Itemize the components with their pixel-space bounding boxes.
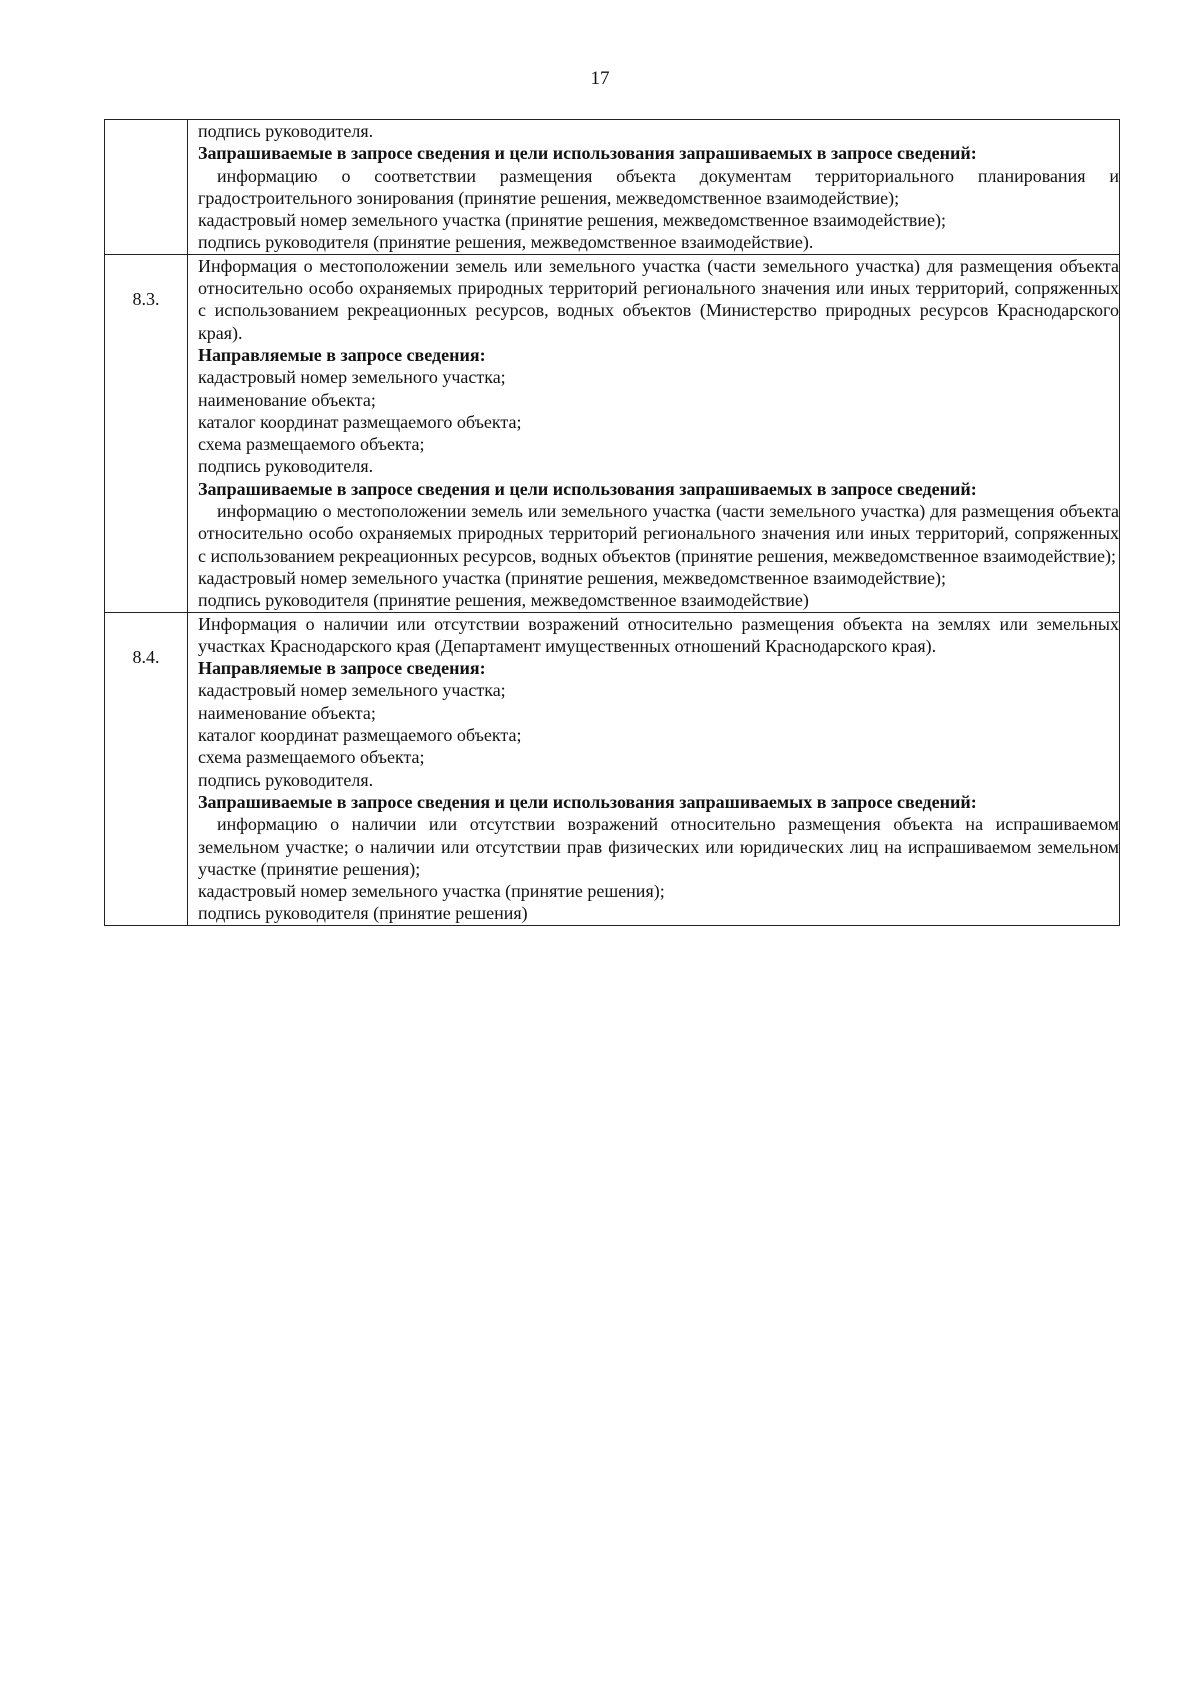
- content-line: каталог координат размещаемого объекта;: [198, 411, 522, 432]
- content-line: информацию о наличии или отсутствии возражений относительно размещения объекта на испрашиваемом земельном участке; о наличии или отсутствии прав физических или юридических лиц на испрашиваемом земельном участке (принятие решения);: [198, 814, 1119, 879]
- section-heading: Запрашиваемые в запросе сведения и цели использования запрашиваемых в запросе сведений:: [198, 791, 977, 812]
- content-line: кадастровый номер земельного участка (принятие решения);: [198, 881, 665, 902]
- row-number: 8.3.: [132, 288, 160, 309]
- content-line: подпись руководителя (принятие решения, межведомственное взаимодействие).: [198, 232, 814, 253]
- row-number-cell: [105, 254, 188, 612]
- row-number-cell: [105, 612, 188, 925]
- row-number: 8.4.: [132, 646, 160, 667]
- content-line: каталог координат размещаемого объекта;: [198, 725, 522, 746]
- table-row: [105, 612, 1120, 925]
- page-number: 17: [590, 68, 610, 89]
- content-line: подпись руководителя.: [198, 456, 374, 477]
- content-line: Информация о местоположении земель или земельного участка (части земельного участка) для размещения объекта относительно особо охраняемых природных территорий регионального значения или иных территорий, сопряженных с использованием рекреационных ресурсов, водных объектов (Министерство природных ресурсов Краснодарского края).: [198, 255, 1119, 343]
- content-line: информацию о соответствии размещения объекта документам территориального планирования и градостроительного зонирования (принятие решения, межведомственное взаимодействие);: [198, 165, 1119, 208]
- content-line: Информация о наличии или отсутствии возражений относительно размещения объекта на землях или земельных участках Краснодарского края (Департамент имущественных отношений Краснодарского края).: [198, 613, 1119, 656]
- content-line: подпись руководителя (принятие решения, межведомственное взаимодействие): [198, 590, 809, 611]
- content-line: наименование объекта;: [198, 702, 376, 723]
- content-line: кадастровый номер земельного участка (принятие решения, межведомственное взаимодействие);: [198, 567, 946, 588]
- content-line: схема размещаемого объекта;: [198, 434, 425, 455]
- row-content-cell: [188, 254, 1120, 612]
- content-line: наименование объекта;: [198, 389, 376, 410]
- section-heading: Направляемые в запросе сведения:: [198, 344, 486, 365]
- content-line: подпись руководителя.: [198, 121, 374, 141]
- row-content-cell: [188, 612, 1120, 925]
- row-content-cell: [188, 120, 1120, 255]
- content-line: информацию о местоположении земель или земельного участка (части земельного участка) для размещения объекта относительно особо охраняемых природных территорий регионального значения или иных территорий, сопряженных с использованием рекреационных ресурсов, водных объектов (принятие решения, межведомственное взаимодействие);: [198, 501, 1119, 566]
- table-row: [105, 120, 1120, 255]
- content-line: схема размещаемого объекта;: [198, 747, 425, 768]
- content-line: кадастровый номер земельного участка;: [198, 367, 506, 388]
- content-line: кадастровый номер земельного участка (принятие решения, межведомственное взаимодействие);: [198, 210, 946, 231]
- section-heading: Направляемые в запросе сведения:: [198, 658, 486, 679]
- section-heading: Запрашиваемые в запросе сведения и цели использования запрашиваемых в запросе сведений:: [198, 478, 977, 499]
- table-row: [105, 254, 1120, 612]
- requirements-table: [104, 119, 1120, 926]
- row-number-cell: [105, 120, 188, 255]
- content-line: подпись руководителя (принятие решения): [198, 903, 528, 924]
- content-line: подпись руководителя.: [198, 769, 374, 790]
- section-heading: Запрашиваемые в запросе сведения и цели использования запрашиваемых в запросе сведений:: [198, 143, 977, 164]
- content-line: кадастровый номер земельного участка;: [198, 680, 506, 701]
